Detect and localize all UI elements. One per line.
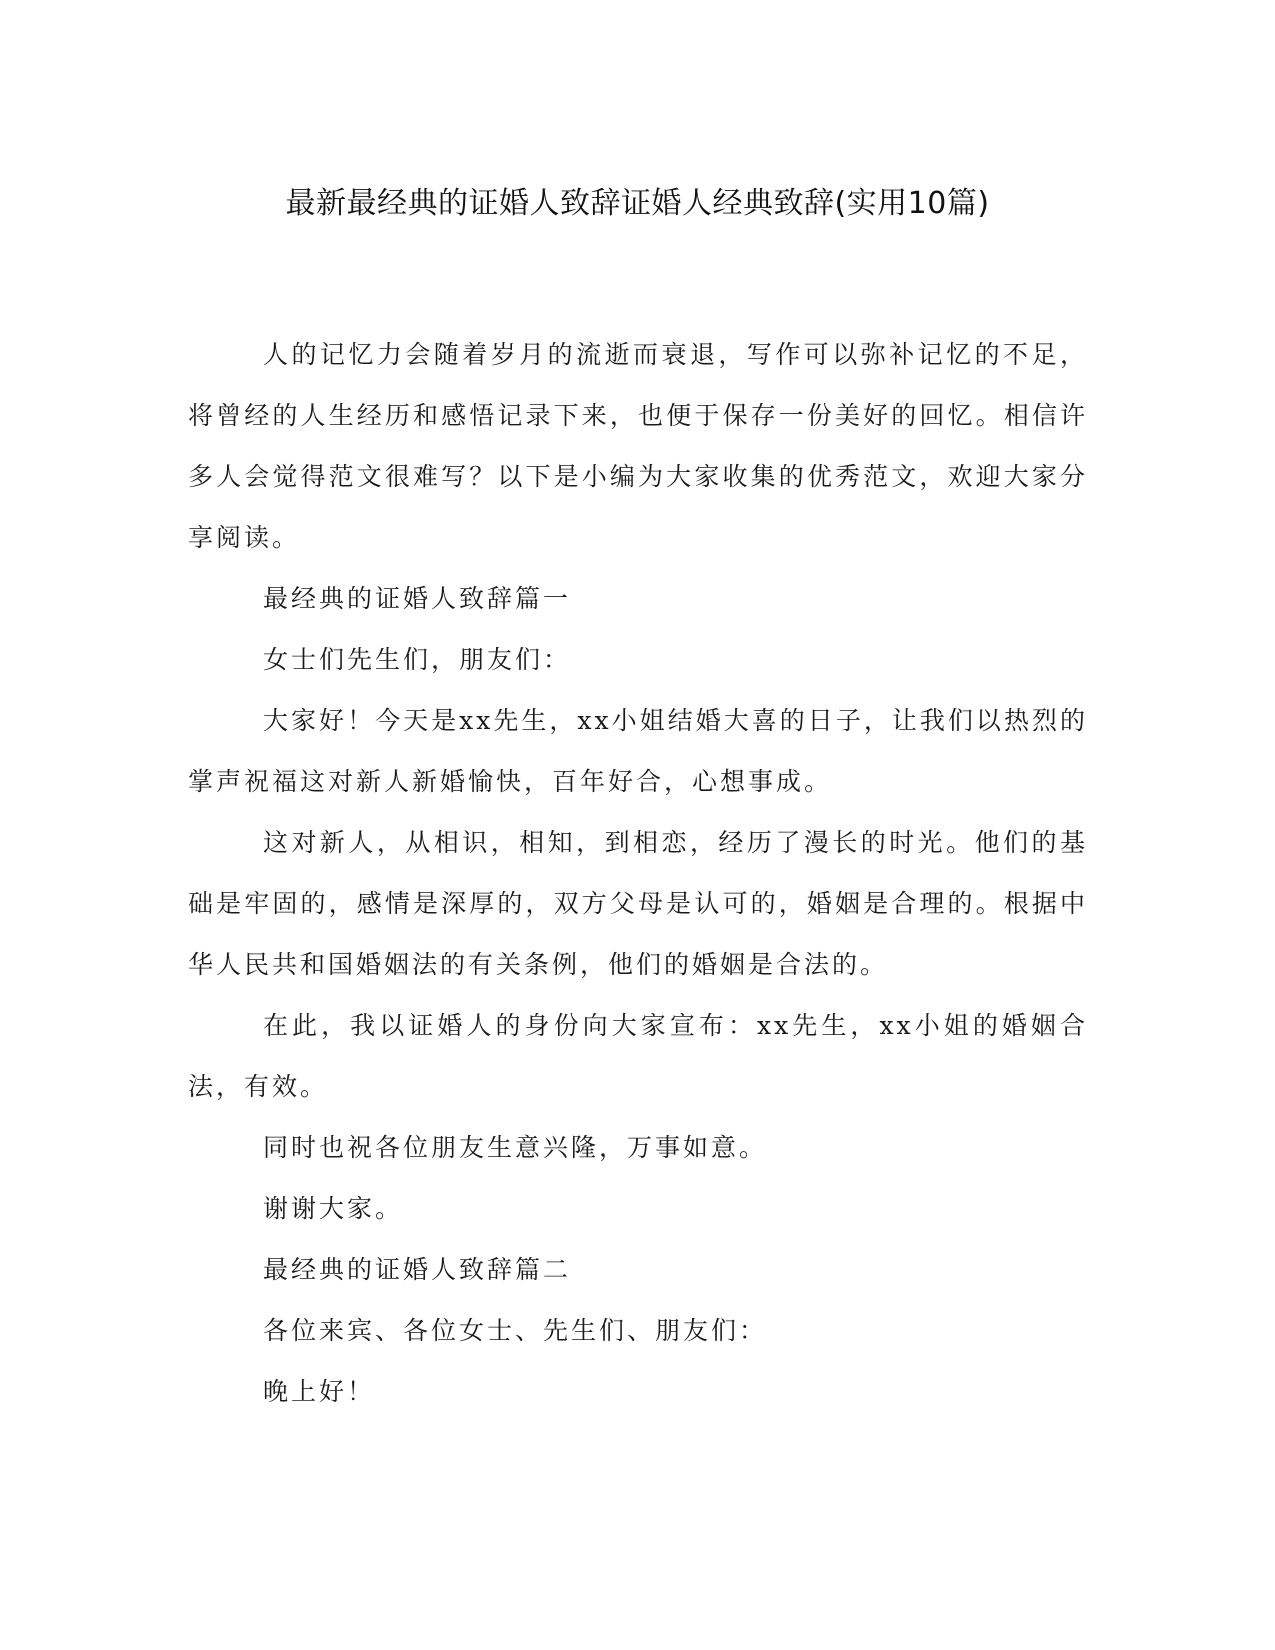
paragraph-salutation-2: 各位来宾、各位女士、先生们、朋友们： xyxy=(263,1316,768,1345)
section-heading-1: 最经典的证婚人致辞篇一 xyxy=(263,584,572,613)
paragraph-greeting-1: 大家好！今天是xx先生，xx小姐结婚大喜的日子，让我们以热烈的掌声祝福这对新人新婚愉快，百年好合，心想事成。 xyxy=(188,706,1088,796)
document-title: 最新最经典的证婚人致辞证婚人经典致辞(实用10篇) xyxy=(285,186,990,221)
paragraph-wishes: 同时也祝各位朋友生意兴隆，万事如意。 xyxy=(263,1133,768,1162)
section-heading-2: 最经典的证婚人致辞篇二 xyxy=(263,1255,572,1284)
paragraph-thanks: 谢谢大家。 xyxy=(263,1194,404,1223)
paragraph-salutation-1: 女士们先生们，朋友们： xyxy=(263,645,572,674)
document-body xyxy=(188,324,1088,1422)
paragraph-greeting-2: 晚上好！ xyxy=(263,1377,376,1406)
paragraph-couple: 这对新人，从相识，相知，到相恋，经历了漫长的时光。他们的基础是牢固的，感情是深厚的，双方父母是认可的，婚姻是合理的。根据中华人民共和国婚姻法的有关条例，他们的婚姻是合法的。 xyxy=(188,828,1088,979)
paragraph-declaration: 在此，我以证婚人的身份向大家宣布：xx先生，xx小姐的婚姻合法，有效。 xyxy=(188,1011,1088,1101)
paragraph-intro: 人的记忆力会随着岁月的流逝而衰退，写作可以弥补记忆的不足，将曾经的人生经历和感悟记录下来，也便于保存一份美好的回忆。相信许多人会觉得范文很难写？以下是小编为大家收集的优秀范文，欢迎大家分享阅读。 xyxy=(188,340,1088,552)
